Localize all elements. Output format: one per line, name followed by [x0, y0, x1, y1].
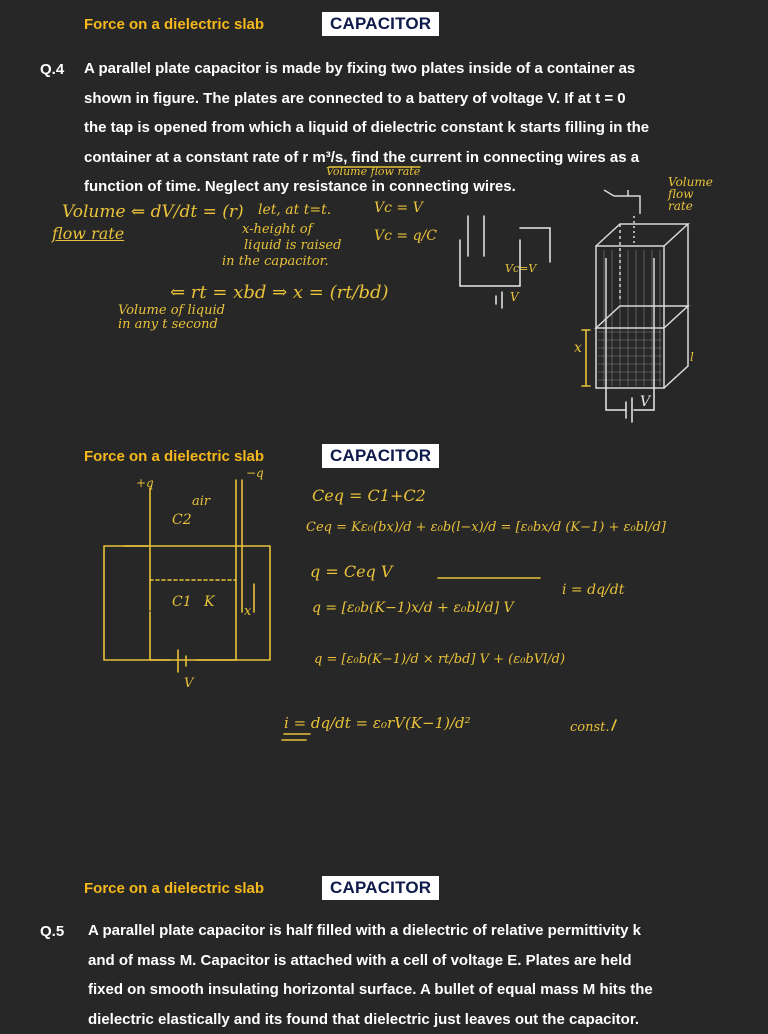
fig-battery-label: V	[640, 394, 650, 410]
question-line: fixed on smooth insulating horizontal surface. A bullet of equal mass M hits the	[88, 975, 708, 1005]
fig-c1: C1	[172, 594, 192, 610]
question-line: function of time. Neglect any resistance in connecting wires.	[84, 172, 709, 202]
note-battery-v: V	[510, 290, 519, 304]
note-volume-rate: Volume ⇐ dV/dt = (r)	[62, 202, 244, 222]
solution-i-def: i = dq/dt	[562, 582, 624, 598]
question-line: container at a constant rate of r m³/s, find the current in connecting wires as a	[84, 143, 709, 173]
fig-air: air	[192, 494, 210, 509]
note-vc-q: Vc = q/C	[374, 228, 437, 244]
question-number: Q.4	[40, 61, 64, 78]
note-let-t: let, at t=t.	[258, 202, 331, 218]
fig-plus-q: +q	[136, 476, 154, 490]
note-flow-rate: flow rate	[52, 224, 124, 243]
solution-q1: q = Ceq V	[310, 562, 392, 581]
fig-minus-q: −q	[246, 466, 264, 480]
question-number: Q.5	[40, 923, 64, 940]
note-x-height: x-height of	[242, 222, 312, 237]
topic-label: Force on a dielectric slab	[84, 448, 322, 465]
question-line: the tap is opened from which a liquid of dielectric constant k starts filling in the	[84, 113, 709, 143]
topic-label: Force on a dielectric slab	[84, 880, 322, 897]
question-line: shown in figure. The plates are connected to a battery of voltage V. If at t = 0	[84, 84, 709, 114]
section-header-3	[84, 876, 439, 900]
note-volume-liquid: Volume of liquid in any t second	[118, 304, 228, 332]
fig-c2: C2	[172, 512, 192, 528]
fig-v: V	[184, 676, 193, 691]
solution-q2: q = [ε₀b(K−1)x/d + ε₀bl/d] V	[312, 600, 514, 616]
question-text	[88, 916, 708, 1034]
solution-i-result: i = dq/dt = ε₀rV(K−1)/d²	[284, 714, 471, 732]
fig-flow-label: Volume flow rate	[668, 176, 720, 212]
fig-x: x	[244, 604, 251, 619]
note-in-capacitor: in the capacitor.	[222, 254, 329, 269]
fig-x-label: x	[574, 340, 582, 356]
note-vc-v: Vc = V	[374, 200, 423, 216]
solution-q3: q = [ε₀b(K−1)/d × rt/bd] V + (ε₀bVl/d)	[314, 652, 565, 667]
chapter-badge: CAPACITOR	[322, 444, 439, 468]
question-line: A parallel plate capacitor is made by fixing two plates inside of a container as	[84, 54, 709, 84]
chapter-badge: CAPACITOR	[322, 876, 439, 900]
fig-k: K	[204, 594, 214, 610]
note-liquid-raised: liquid is raised	[244, 238, 341, 253]
fig-l-label: l	[690, 350, 694, 364]
solution-const: const.	[570, 720, 610, 735]
note-vcv: Vc=V	[505, 262, 536, 275]
solution-ceq1: Ceq = C1+C2	[312, 486, 426, 505]
note-short: Volume flow rate	[326, 165, 420, 178]
question-line: and of mass M. Capacitor is attached with a cell of voltage E. Plates are held	[88, 946, 708, 976]
question-line: A parallel plate capacitor is half filled with a dielectric of relative permittivity k	[88, 916, 708, 946]
chapter-badge: CAPACITOR	[322, 12, 439, 36]
question-line: dielectric elastically and its found that dielectric just leaves out the capacitor.	[88, 1005, 708, 1034]
topic-label: Force on a dielectric slab	[84, 16, 322, 33]
note-rt-eq: ⇐ rt = xbd ⇒ x = (rt/bd)	[170, 282, 389, 303]
solution-ceq2: Ceq = Kε₀(bx)/d + ε₀b(l−x)/d = [ε₀bx/d (K−1) + ε₀bl/d]	[306, 520, 666, 535]
